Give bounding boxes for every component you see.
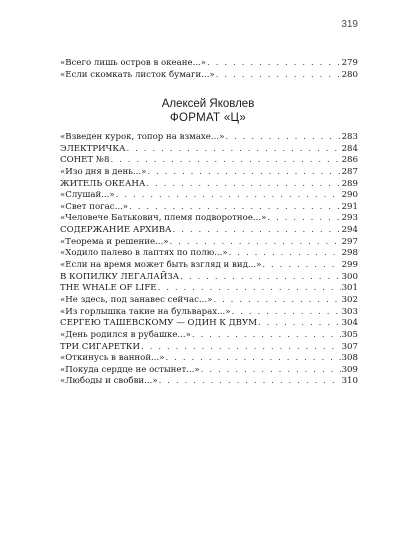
dot-leader: [159, 376, 341, 388]
toc-entry-title: «Откинусь в ванной...»: [60, 353, 165, 364]
toc-entry-page: 302: [341, 294, 358, 305]
dot-leader: [258, 318, 341, 330]
dot-leader: [216, 70, 341, 82]
toc-entry: [60, 353, 358, 365]
toc-entry-page: 305: [341, 329, 358, 340]
toc-entry-title: «Взведен курок, топор на взмахе...»: [60, 132, 225, 142]
dot-leader: [229, 248, 341, 260]
toc-main-section: [60, 132, 358, 388]
dot-leader: [232, 307, 341, 319]
toc-entry-title: «Человече Батькович, племя подворотное...»: [60, 213, 267, 224]
dot-leader: [192, 330, 341, 342]
author-name: Алексей Яковлев: [161, 98, 255, 110]
toc-entry: [60, 237, 358, 249]
toc-entry-title: «Если на время может быть взгляд и вид...»: [60, 260, 262, 271]
toc-entry-title: «Свет погас...»: [60, 201, 129, 212]
dot-leader: [116, 190, 341, 202]
toc-entry-title: «Слушай...»: [60, 190, 115, 201]
toc-entry-title: ЭЛЕКТРИЧКА: [60, 143, 126, 154]
toc-entry-title: СОДЕРЖАНИЕ АРХИВА: [60, 225, 172, 236]
toc-entry: [60, 365, 358, 377]
dot-leader: [262, 260, 340, 272]
dot-leader: [110, 155, 340, 167]
toc-entry: [60, 342, 358, 354]
toc-entry-page: 298: [341, 248, 358, 259]
toc-entry: [60, 248, 358, 260]
toc-entry-page: 279: [341, 58, 358, 68]
toc-entry-page: 289: [341, 178, 358, 189]
section-heading: [0, 97, 416, 126]
dot-leader: [146, 179, 340, 191]
toc-entry: [60, 167, 358, 179]
dot-leader: [225, 132, 340, 144]
toc-entry: [60, 202, 358, 214]
toc-entry-title: СЕРГЕЮ ТАШЕВСКОМУ — ОДИН К ДВУМ: [60, 318, 258, 329]
toc-entry-title: СОНЕТ №8: [60, 155, 110, 166]
toc-entry-page: 304: [341, 318, 358, 329]
toc-entry: [60, 283, 358, 295]
toc-entry-page: 310: [341, 376, 358, 387]
toc-entry-title: «Из горлышка такие на бульварах...»: [60, 306, 231, 317]
dot-leader: [141, 342, 341, 354]
toc-entry-title: «Теорема и решение...»: [60, 236, 169, 247]
toc-entry: [60, 295, 358, 307]
toc-entry: [60, 307, 358, 319]
toc-entry-page: 301: [341, 283, 358, 294]
dot-leader: [267, 213, 340, 225]
dot-leader: [201, 365, 341, 377]
toc-entry-page: 307: [341, 341, 358, 352]
dot-leader: [180, 272, 340, 284]
toc-entry-page: 293: [341, 213, 358, 224]
dot-leader: [126, 144, 340, 156]
toc-entry-page: 283: [341, 132, 358, 142]
toc-top-section: [60, 58, 358, 81]
toc-entry: [60, 260, 358, 272]
toc-entry-page: 309: [341, 364, 358, 375]
toc-entry: [60, 132, 358, 144]
dot-leader: [158, 283, 341, 295]
toc-entry-page: 303: [341, 306, 358, 317]
toc-entry-page: 286: [341, 155, 358, 166]
dot-leader: [147, 167, 340, 179]
dot-leader: [166, 353, 341, 365]
toc-entry-title: «Если скомкать листок бумаги...»: [60, 69, 215, 80]
toc-entry: [60, 376, 358, 388]
toc-entry-page: 299: [341, 260, 358, 271]
toc-entry: [60, 225, 358, 237]
toc-entry-title: «Всего лишь остров в океане...»: [60, 58, 207, 68]
toc-entry: [60, 318, 358, 330]
toc-entry-title: «Покуда сердце не остынет...»: [60, 364, 200, 375]
toc-entry-title: «Любоды и свобви...»: [60, 376, 158, 387]
dot-leader: [207, 58, 341, 70]
toc-entry: [60, 330, 358, 342]
toc-entry-title: ЖИТЕЛЬ ОКЕАНА: [60, 178, 146, 189]
toc-entry-title: ТРИ СИГАРЕТКИ: [60, 341, 140, 352]
toc-entry-title: В КОПИЛКУ ЛЕГАЛАЙЗА: [60, 271, 180, 282]
toc-entry: [60, 58, 358, 70]
toc-entry-page: 297: [341, 236, 358, 247]
toc-entry: [60, 70, 358, 82]
toc-entry-title: «Не здесь, под занавес сейчас...»: [60, 294, 213, 305]
toc-entry: [60, 213, 358, 225]
toc-entry-page: 280: [341, 69, 358, 80]
toc-entry-page: 308: [341, 353, 358, 364]
dot-leader: [170, 237, 341, 249]
page-number: 319: [341, 19, 358, 30]
toc-entry-page: 291: [341, 201, 358, 212]
dot-leader: [213, 295, 340, 307]
toc-entry-title: «Ходило палево в лаптях по полю...»: [60, 248, 228, 259]
toc-entry-page: 290: [341, 190, 358, 201]
dot-leader: [173, 225, 341, 237]
toc-entry: [60, 272, 358, 284]
toc-entry-title: THE WHALE OF LIFE: [60, 283, 157, 294]
toc-entry-page: 300: [341, 271, 358, 282]
toc-entry-page: 284: [341, 143, 358, 154]
toc-entry-page: 287: [341, 166, 358, 177]
toc-entry: [60, 144, 358, 156]
dot-leader: [129, 202, 341, 214]
book-title: ФОРМАТ «Ц»: [169, 112, 247, 124]
toc-entry-page: 294: [341, 225, 358, 236]
toc-entry: [60, 190, 358, 202]
toc-entry: [60, 155, 358, 167]
toc-entry-title: «День родился в рубашке...»: [60, 329, 191, 340]
toc-entry: [60, 179, 358, 191]
toc-entry-title: «Изо дня в день...»: [60, 166, 147, 177]
